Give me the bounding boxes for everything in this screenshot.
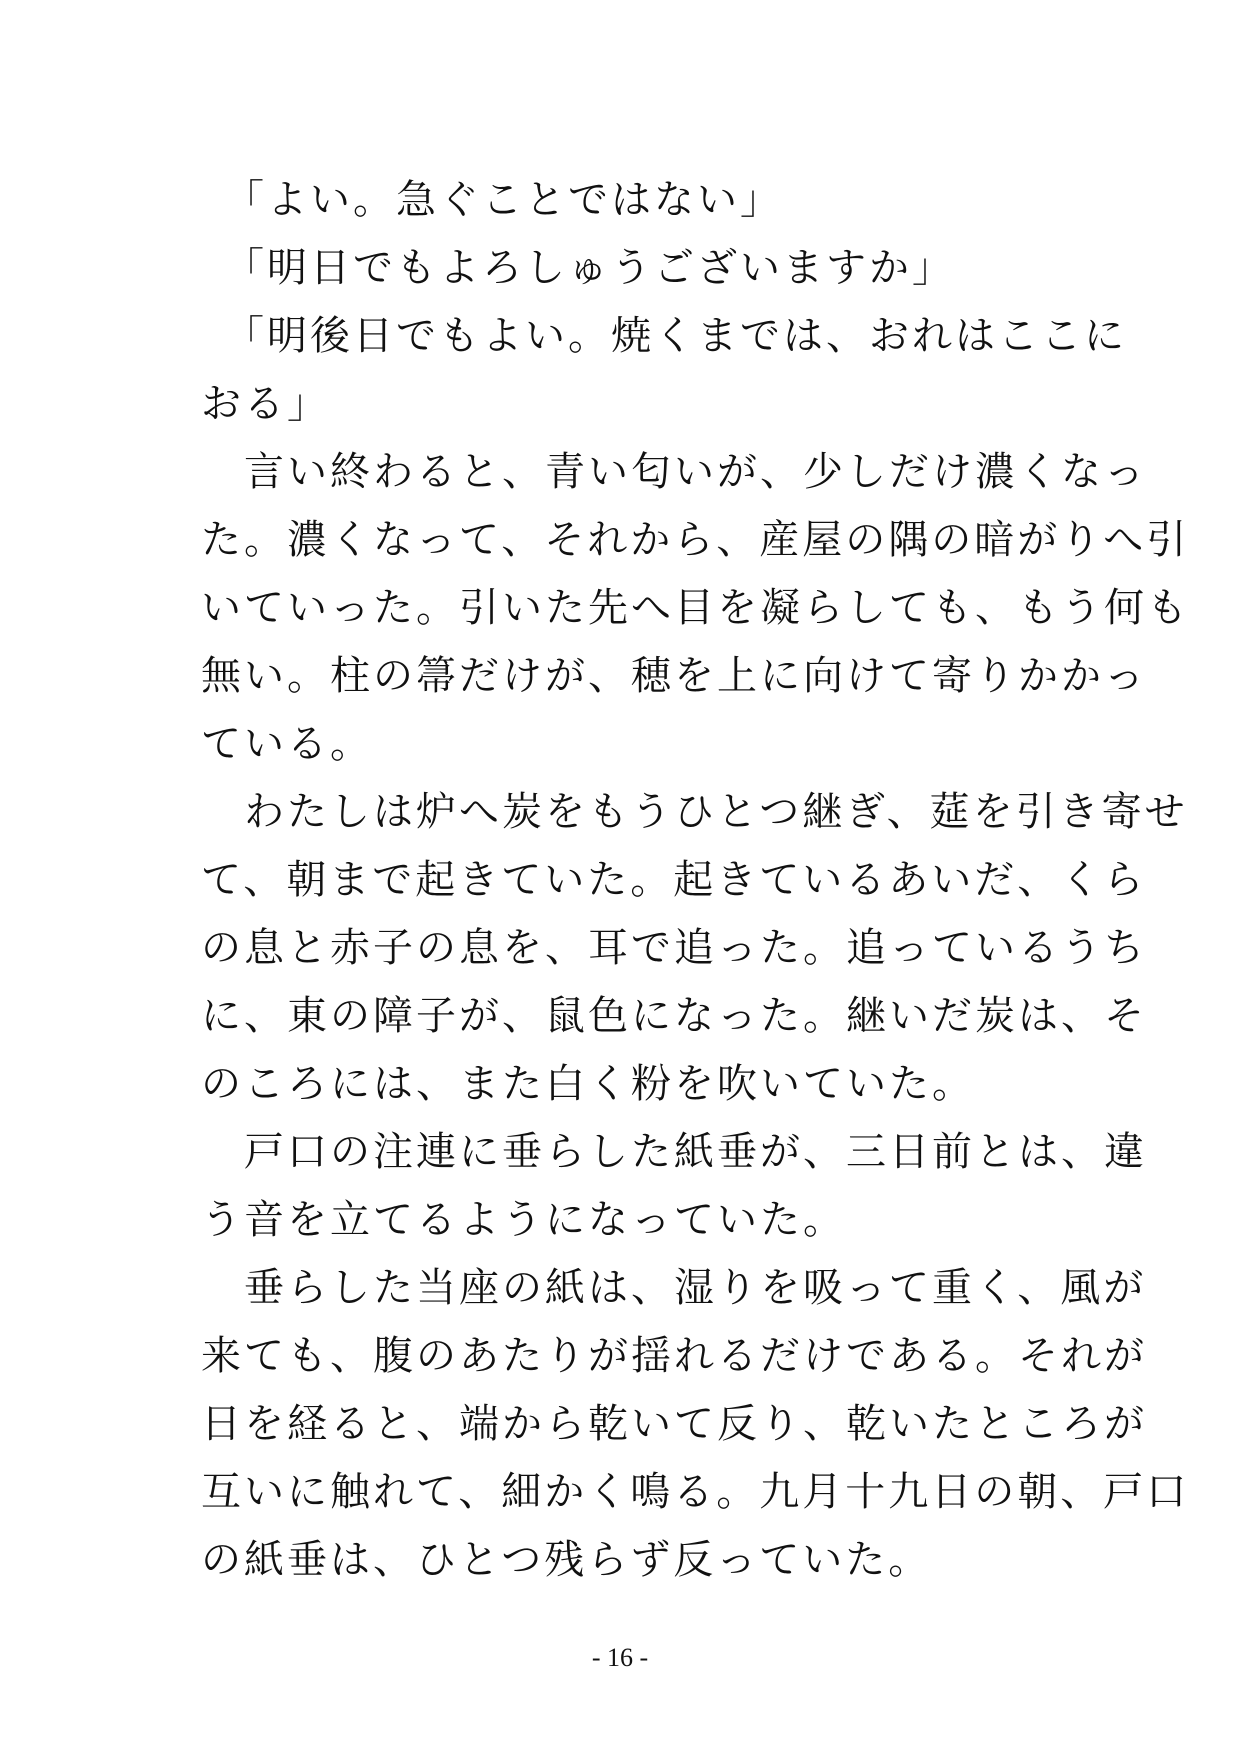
text-line: 日を経ると、端から乾いて反り、乾いたところが: [201, 1401, 1147, 1447]
text-line: 無い。柱の箒だけが、穂を上に向けて寄りかかっ: [201, 653, 1147, 699]
text-line: 「よい。急ぐことではない」: [201, 177, 783, 223]
text-line: の紙垂は、ひとつ残らず反っていた。: [201, 1537, 932, 1583]
text-line: いていった。引いた先へ目を凝らしても、もう何も: [201, 585, 1190, 631]
text-line: う音を立てるようになっていた。: [201, 1197, 846, 1243]
text-line: 来ても、腹のあたりが揺れるだけである。それが: [201, 1333, 1147, 1379]
text-line: 互いに触れて、細かく鳴る。九月十九日の朝、戸口: [201, 1469, 1190, 1515]
text-line: の息と赤子の息を、耳で追った。追っているうち: [201, 925, 1147, 971]
text-line: おる」: [201, 381, 330, 427]
text-line: 「明後日でもよい。焼くまでは、おれはここに: [201, 313, 1127, 359]
text-line: のころには、また白く粉を吹いていた。: [201, 1061, 975, 1107]
text-line: た。濃くなって、それから、産屋の隅の暗がりへ引: [201, 517, 1190, 563]
text-line: 戸口の注連に垂らした紙垂が、三日前とは、違: [201, 1129, 1147, 1175]
body-text: [201, 166, 1190, 1594]
page-number: - 16 -: [591, 1643, 649, 1672]
text-line: 言い終わると、青い匂いが、少しだけ濃くなっ: [201, 449, 1147, 495]
text-line: て、朝まで起きていた。起きているあいだ、くら: [201, 857, 1147, 903]
text-line: ている。: [201, 721, 373, 767]
text-line: 垂らした当座の紙は、湿りを吸って重く、風が: [201, 1265, 1147, 1311]
text-line: に、東の障子が、鼠色になった。継いだ炭は、そ: [201, 993, 1147, 1039]
text-line: 「明日でもよろしゅうございますか」: [201, 245, 955, 291]
text-line: わたしは炉へ炭をもうひとつ継ぎ、莚を引き寄せ: [201, 789, 1188, 835]
